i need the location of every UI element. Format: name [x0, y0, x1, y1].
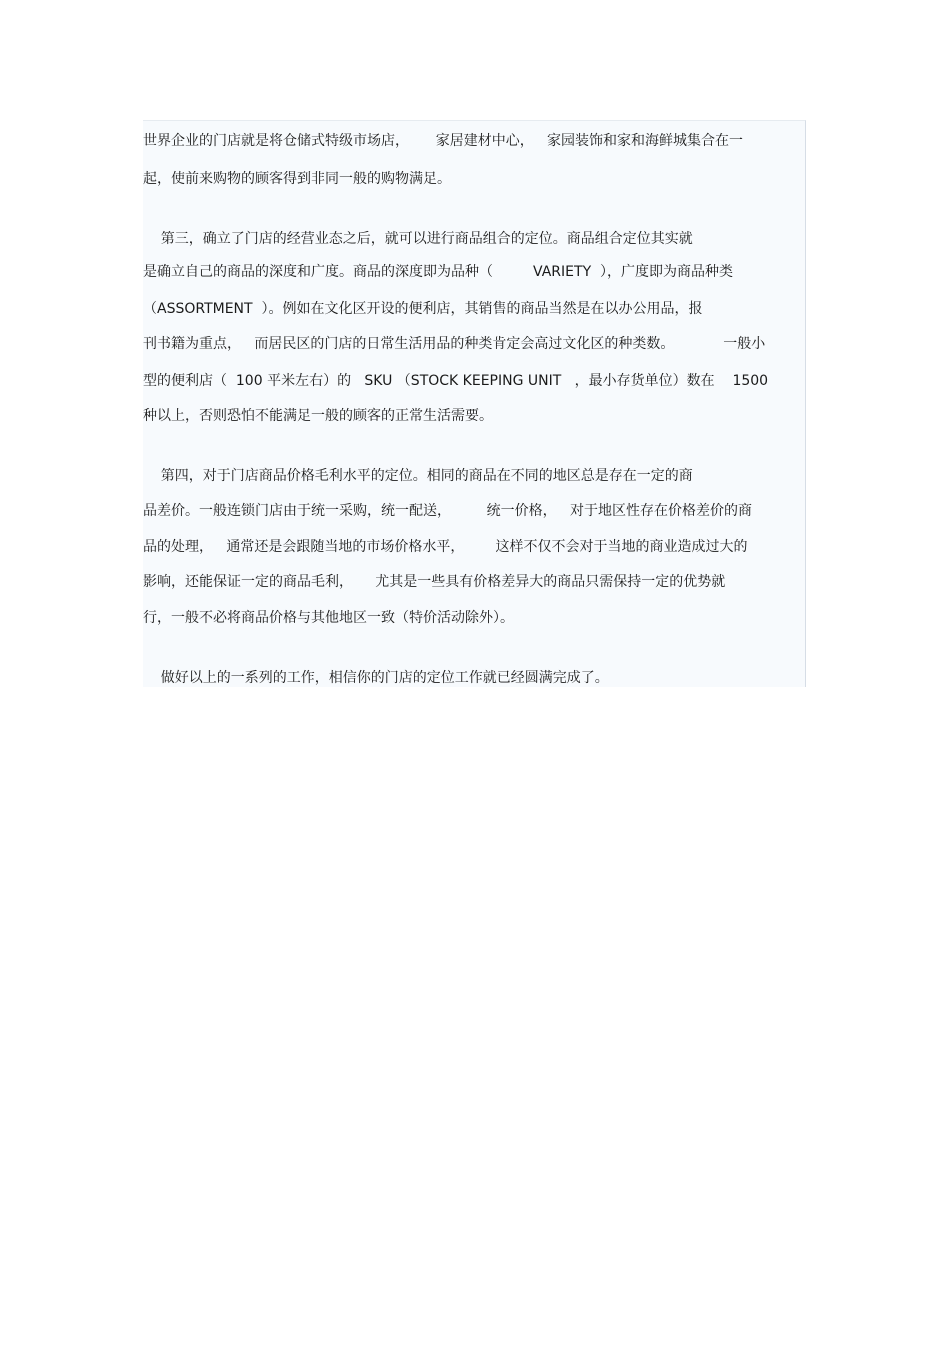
text-line: 第四，对于门店商品价格毛利水平的定位。相同的商品在不同的地区总是存在一定的商 — [143, 468, 693, 484]
text-line: 第三，确立了门店的经营业态之后，就可以进行商品组合的定位。商品组合定位其实就 — [143, 231, 693, 247]
text-line: 做好以上的一系列的工作，相信你的门店的定位工作就已经圆满完成了。 — [143, 670, 609, 686]
text-line: 型的便利店（ 100 平米左右）的 SKU （STOCK KEEPING UNIT ，最小存货单位）数在 1500 — [143, 373, 769, 389]
text-line: 起，使前来购物的顾客得到非同一般的购物满足。 — [143, 171, 451, 187]
text-line: 影响，还能保证一定的商品毛利， 尤其是一些具有价格差异大的商品只需保持一定的优势就 — [143, 574, 726, 590]
text-line: 种以上，否则恐怕不能满足一般的顾客的正常生活需要。 — [143, 408, 493, 424]
text-line: 行，一般不必将商品价格与其他地区一致（特价活动除外）。 — [143, 610, 514, 626]
text-line: 品的处理， 通常还是会跟随当地的市场价格水平， 这样不仅不会对于当地的商业造成过大的 — [143, 539, 748, 555]
text-line: （ASSORTMENT ）。例如在文化区开设的便利店，其销售的商品当然是在以办公用品，报 — [143, 301, 703, 317]
text-line: 世界企业的门店就是将仓储式特级市场店， 家居建材中心， 家园装饰和家和海鲜城集合在一 — [143, 133, 744, 149]
document-text-block — [143, 120, 806, 687]
text-line: 刊书籍为重点， 而居民区的门店的日常生活用品的种类肯定会高过文化区的种类数。 一般小 — [143, 336, 766, 352]
text-line: 品差价。一般连锁门店由于统一采购，统一配送， 统一价格， 对于地区性存在价格差价的商 — [143, 503, 752, 519]
text-line: 是确立自己的商品的深度和广度。商品的深度即为品种（ VARIETY ），广度即为商品种类 — [143, 264, 734, 280]
